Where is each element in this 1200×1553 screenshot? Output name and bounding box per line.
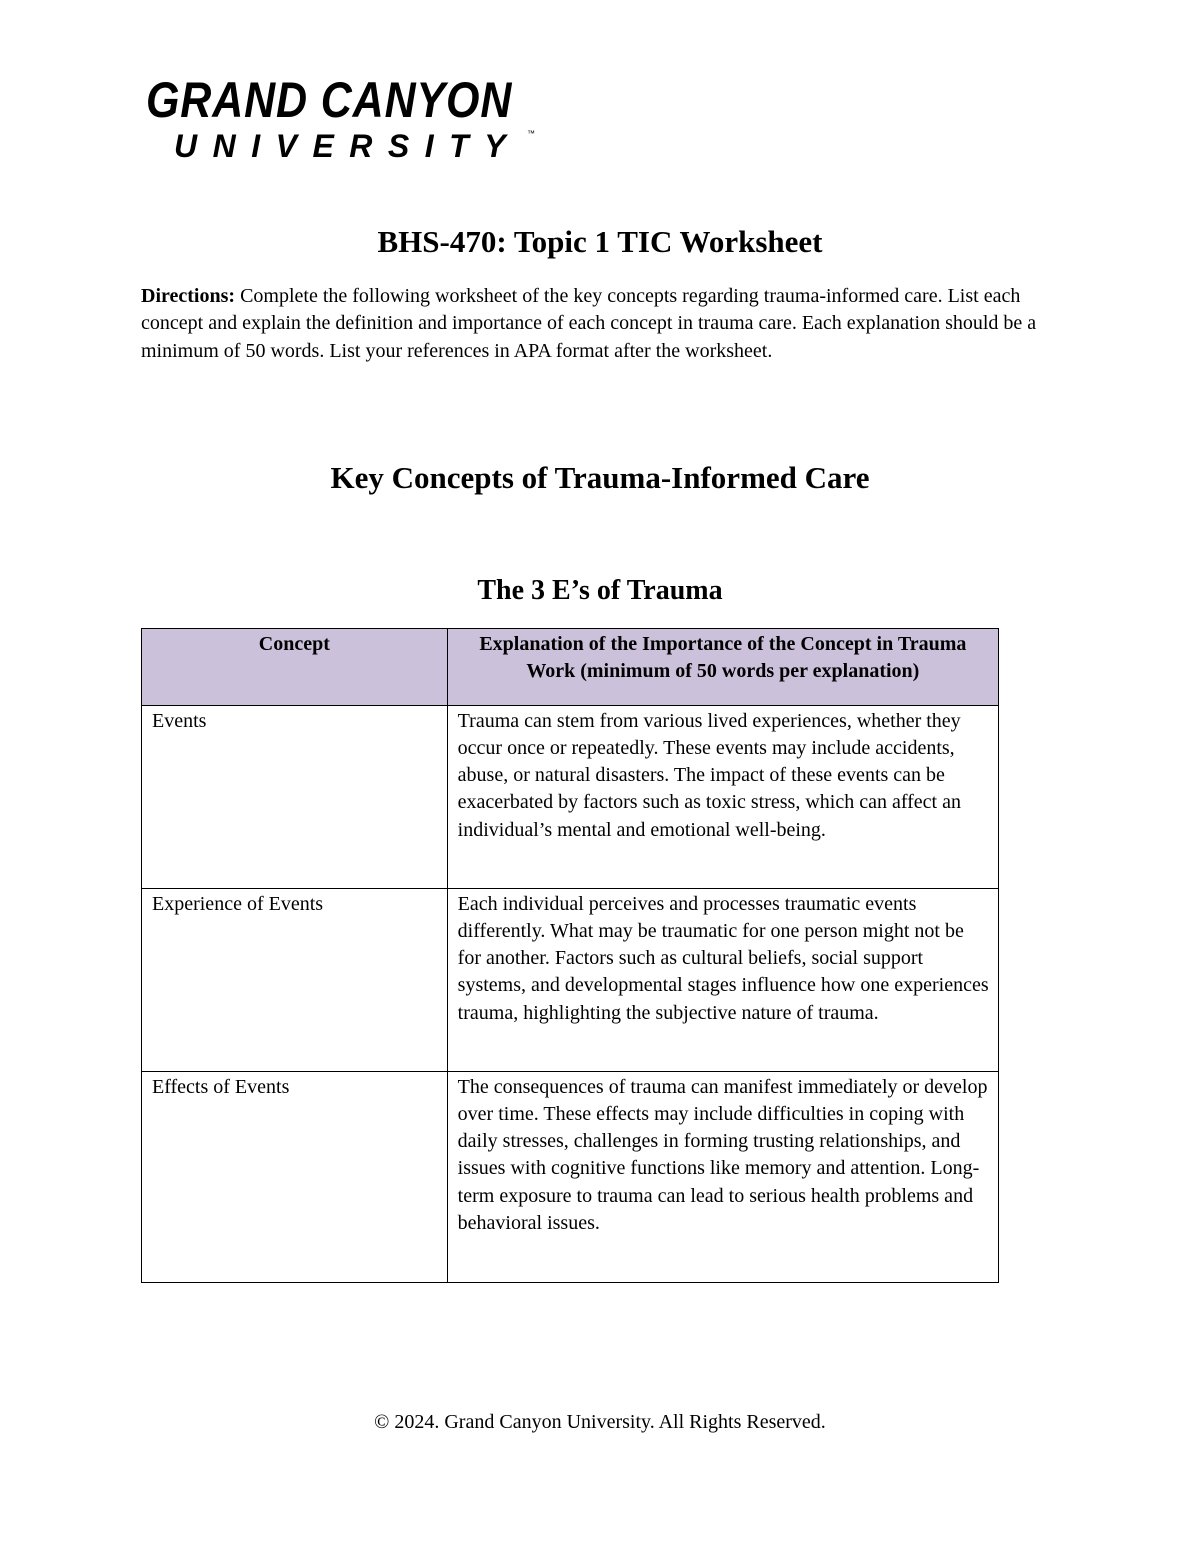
section-title: Key Concepts of Trauma-Informed Care	[330, 460, 870, 495]
concept-cell: Experience of Events	[142, 888, 448, 1071]
university-logo	[146, 74, 556, 164]
header-explanation: Explanation of the Importance of the Concept in Trauma Work (minimum of 50 words per explanation)	[447, 629, 998, 706]
explanation-cell: Trauma can stem from various lived experiences, whether they occur once or repeatedly. These events may include accidents, abuse, or natural disasters. The impact of these events can be exacerbated by factors such as toxic stress, which can affect an individual’s mental and emotional well-being.	[447, 705, 998, 888]
table-header-row	[142, 629, 999, 706]
document-title: BHS-470: Topic 1 TIC Worksheet	[377, 224, 823, 259]
table-row	[142, 888, 999, 1071]
directions-label: Directions:	[141, 285, 236, 307]
logo-trademark: ™	[527, 129, 535, 138]
header-concept: Concept	[142, 629, 448, 706]
logo-wordmark-top: GRAND CANYON	[146, 72, 513, 128]
explanation-cell: The consequences of trauma can manifest immediately or develop over time. These effects may include difficulties in coping with daily stresses, challenges in forming trusting relationships, and issues with cognitive functions like memory and attention. Long-term exposure to trauma can lead to serious health problems and behavioral issues.	[447, 1071, 998, 1282]
explanation-cell: Each individual perceives and processes traumatic events differently. What may be traumatic for one person might not be for another. Factors such as cultural beliefs, social support systems, and developmental stages influence how one experiences trauma, highlighting the subjective nature of trauma.	[447, 888, 998, 1071]
concept-cell: Effects of Events	[142, 1071, 448, 1282]
logo-wordmark-bottom: UNIVERSITY	[174, 128, 522, 164]
directions-paragraph	[141, 283, 1071, 365]
copyright-footer: © 2024. Grand Canyon University. All Rights Reserved.	[374, 1411, 826, 1433]
concept-cell: Events	[142, 705, 448, 888]
table-row	[142, 1071, 999, 1282]
directions-text: Complete the following worksheet of the key concepts regarding trauma-informed care. List each concept and explain the definition and importance of each concept in trauma care. Each explanation should be a minimum of 50 words. List your references in APA format after the worksheet.	[141, 285, 1037, 362]
table-title: The 3 E’s of Trauma	[477, 575, 723, 606]
concepts-table	[141, 628, 999, 1283]
table-row	[142, 705, 999, 888]
